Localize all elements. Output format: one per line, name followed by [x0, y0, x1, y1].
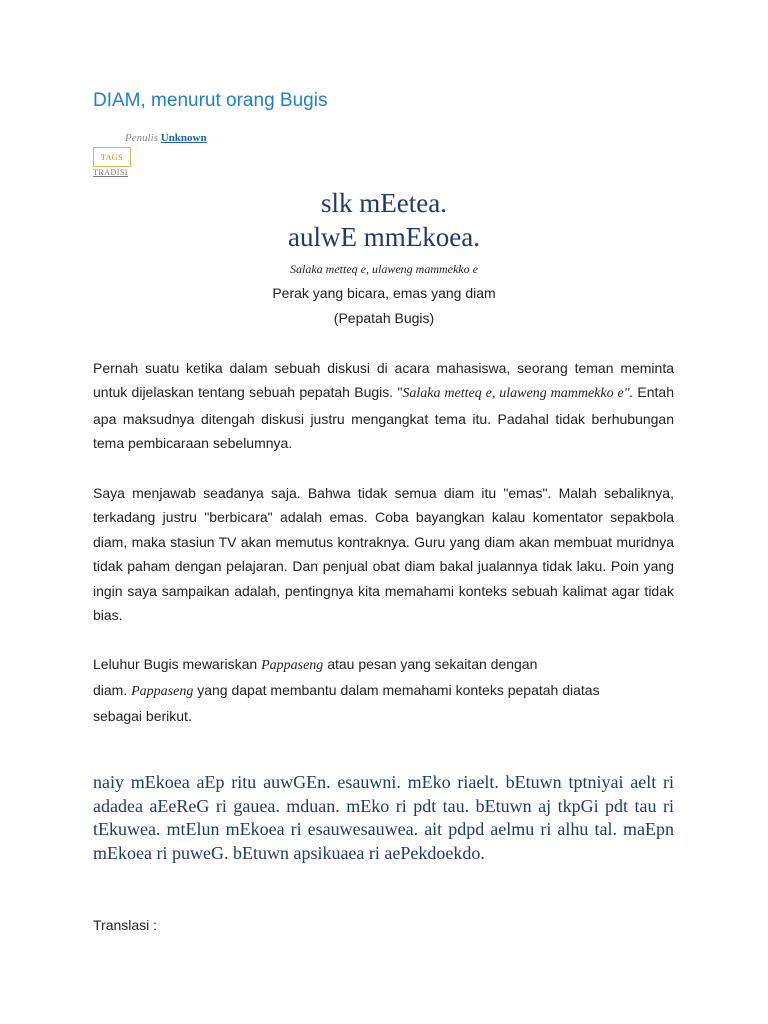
quote-source: (Pepatah Bugis): [333, 310, 435, 326]
paragraph-3-text-a: Leluhur Bugis mewariskan: [93, 656, 262, 672]
quote-latin-transliteration: Salaka metteq e, ulaweng mammekko e: [290, 262, 478, 276]
article-title: DIAM, menurut orang Bugis: [93, 90, 328, 111]
paragraph-1: [93, 356, 674, 456]
paragraph-3-line-1: [93, 652, 674, 678]
tag-link-tradisi[interactable]: TRADISI: [93, 168, 129, 177]
lontara-paragraph: naiy mEkoea aEp ritu auwGEn. esauwni. mEko riaelt. bEtuwn tptniyai aelt ri adadea aEeReG ri gauea. mduan. mEko ri pdt tau. bEtuwn aj tkpGi pdt tau ri tEkuwea. mtElun mEkoea ri esauwesauwea. ait pdpd aelmu ri alhu tal. maEpn mEkoea ri puweG. bEtuwn apsikuaea ri aePekdoekdo.: [93, 772, 674, 863]
translasi-label: Translasi :: [93, 917, 158, 933]
paragraph-3-line-3: sebagai berikut.: [93, 708, 192, 724]
paragraph-1-end: Entah apa maksudnya ditengah diskusi justru mengangkat tema itu. Padahal tidak berhubungan tema pembicaraan sebelumnya.: [93, 384, 674, 452]
author-label: Penulis: [125, 132, 158, 144]
paragraph-3-text-d: yang dapat membantu dalam memahami konteks pepatah diatas: [193, 682, 600, 698]
paragraph-3-text-c: diam.: [93, 682, 132, 698]
paragraph-3: [93, 652, 674, 729]
tags-label: TAGS: [100, 152, 124, 162]
paragraph-1-start: Pernah suatu ketika dalam sebuah diskusi di acara mahasiswa, seorang teman meminta untuk dijelaskan tentang sebuah pepatah Bugis. ": [93, 360, 674, 401]
paragraph-1-quote: Salaka metteq e, ulaweng mammekko e".: [402, 386, 634, 402]
author-link[interactable]: Unknown: [160, 132, 207, 144]
pappaseng-term-2: Pappaseng: [131, 684, 194, 699]
quote-translation: Perak yang bicara, emas yang diam: [272, 285, 496, 301]
author-line: [125, 132, 207, 144]
tags-label-box: [93, 147, 131, 167]
lontara-quote-line-1: slk mEetea.: [321, 188, 447, 218]
pappaseng-term-1: Pappaseng: [261, 658, 324, 673]
paragraph-3-text-b: atau pesan yang sekaitan dengan: [323, 656, 538, 672]
paragraph-2: Saya menjawab seadanya saja. Bahwa tidak semua diam itu "emas". Malah sebaliknya, terkadang justru "berbicara" adalah emas. Coba bayangkan kalau komentator sepakbola diam, maka stasiun TV akan memutus kontraknya. Guru yang diam akan membuat muridnya tidak paham dengan pelajaran. Dan penjual obat diam bakal jualannya tidak laku. Poin yang ingin saya sampaikan adalah, pentingnya kita memahami konteks sebuah kalimat agar tidak bias.: [93, 485, 674, 624]
paragraph-3-line-2: [93, 678, 674, 704]
lontara-quote-line-2: aulwE mmEkoea.: [288, 222, 480, 252]
